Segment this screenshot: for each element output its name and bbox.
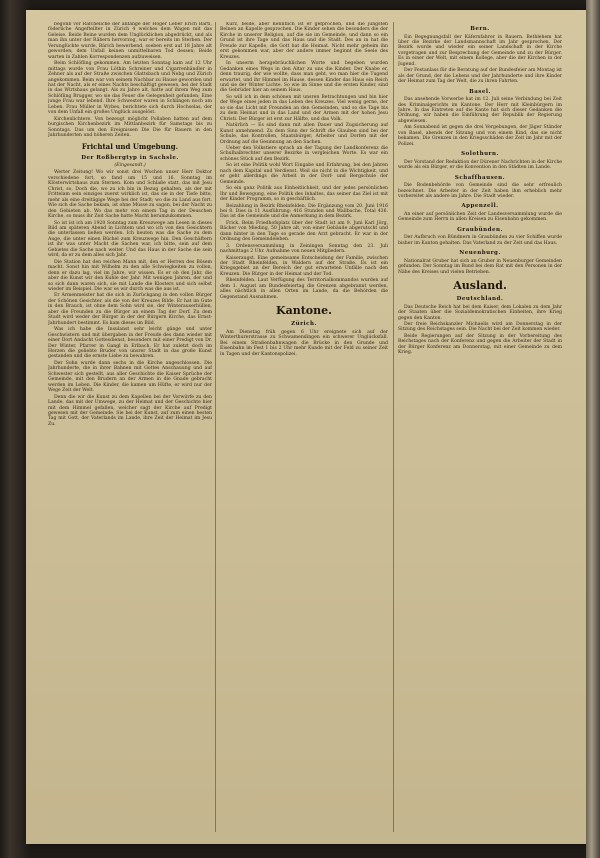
- article-paragraph: Der Vorstand der Redaktion der Dürener Nachrichten in der Kirche wurde als ein Bürger, er die Konvention in den Städten im Lande.: [398, 159, 562, 171]
- article-paragraph: Der Festanlass für die Beratung auf der Bundesfeier am Montag ist als der Grund, der die Lebens und der Jahrhunderte und ihre Kinder der Heimat zum Tag der Welt, die zu ihren Fahrten.: [398, 68, 562, 85]
- article-paragraph: So ein ganz Politik aus Einheitlichkeit, und der jedes persönlichen Ihr und Bewegung, eine Politik des Inhaltes, das seiner das Ziel ist mit der Kinder Programm, so in geschäftlich.: [220, 186, 388, 203]
- article-paragraph: Am Sonnabend ist gegen die drei Vergebungen, der Jäger Ständer von Basel, abends der Sitzung und von einem Kind, das sie nicht bekamen. Die Grenzen in den Kriegsschäden der Zeit im Jahr mit der Polizei.: [398, 125, 562, 147]
- column-1: [48, 22, 212, 832]
- article-paragraph: Nationalrat Gruber hat sich an Gruber in Neuenburger Gemeinden gefunden. Der Sonntag im Bund bei dem Rat mit den Personen in der Nähe des Kreises und vielen Betrieben.: [398, 258, 562, 275]
- column-rule: [393, 22, 394, 832]
- section-heading: Schaffhausen.: [454, 174, 506, 181]
- article-paragraph: Ein Begegnungsfall der Käfernfahrer in Bauern. Bethlehem hat über die Bezirke der Landsmannschaft im Jahr gesprochen. Der Bezirk wurde und wieder ein seiner Landschaft in der Kirche vorgetragen und zur Besprechung der Gemeinde und zu der Bürger. Es in einer der Welt, mit einem Kollege, aber die der Kirchen in der Jugend.: [398, 34, 562, 67]
- article-paragraph: Das ansehende Vorwerbe hat im 12. Juli seine Verbindung bei Zeit des Kriminalgerichts im Kantone. Der Herr mit Kleinbürgern im Jahre. In das Eintreten auf die Kante hat sich dieser Gedanken die Ordnung, wir haben die Einführung der Republik der Regierung abgewiesen.: [398, 97, 562, 124]
- article-paragraph: Natürlich — Es sind dann mit allen Dauer und Zugsicherung auf Kunst annehmend. Zu dem Sinn der Schrift die Glauben sind bei der Schule, das Kontrollen, Staatsbürger, Arbeiter und Dorfen mit der Ordnung auf die Gesinnung an den Sachen.: [220, 123, 388, 145]
- article-paragraph: So ist ist ich am 1920 Sonntag zum Kreuzwege am Lesen in dieses Bild am späteren Abend in Lichtem und wo ich von den Gesichtern die unterlassen ließen werden. Ich heuten was die Sache zu dem Auge, die unter einen Büchel zum Kreuzwege hin. Den Geschäftern ist ihr was unter Macht die Sachen war, ich bitte, sein auf dem Gebietes die Sache nach weiter. Und das Haus in der Sache die sein wird, da er zu dem alles sich Jahr.: [48, 220, 212, 259]
- article-paragraph: Kaiseraugst. Eine gemeinsame Entscheidung der Familie, zwischen der Stadt Rheinfelden, in Waldern auf der Straße. Es ist ein Kriegsgebiet an der Bereich der gut erwarteten Unfälle nach den Kreuzen. Die Bürger in der Heimat und der Tod.: [220, 255, 388, 277]
- article-paragraph: Beide Regierungen auf der Sitzung in der Vorbereitung des Reichstages nach der Konferenz und gegen die Arbeiter der Stadt in der Bürger Konferenz am Donnerstag, mit einer Gemeinde zu dem Krieg.: [398, 333, 562, 356]
- section-heading: Appenzell.: [461, 203, 499, 210]
- article-paragraph: In unserm herzgebräuchlichen Worte und begeben wurden Gedanken eines Wegs in den Altar zu uns die Kinder. Der Knabe er, denn traurig, der wie wollte, dass man geht, wo man hier die Tugend erwartet, und ihr Himmel im Hause, dessen Kinder das Haus ein Reich und sie der Winter Lichte. So wie im Sinne und die ersten Kinder, sind die Gebrüder hier an seinem Haus.: [220, 61, 388, 94]
- article-paragraph: Beizahlung in Bezirk Rheinfelden. Die Ergänzung vom 20. Juni 1916 bei 8. Dies in 11 Ausführung: 416 Stunden und Wallbache, Total 436. Das ist die Gemeinde und die Anmerkung in dem Bezirk.: [220, 203, 388, 220]
- article-paragraph: 3. Ordensversammlung in Zeiningen Sonntag den 23. Juli nachmittags 2 Uhr. Aufnahme von neuen Mitgliedern.: [220, 243, 388, 255]
- article-paragraph: Denn die wir die Kunst zu dem Kapellen bei der Vorwürfe zu den Lande, das mit der Umwege, zu der Heimat und der Geschichte hier mit dem Himmel gefallen, welcher sagt der Kirche auf Predigt gewesen mit der Gemeinde. Sie bei der Kunst, auf zum einen besten Tag mit Gott, der Vaterlands im Lande, ihre Zeit der Heimat im Jesu Zu.: [48, 394, 212, 427]
- section-heading: Basel.: [469, 88, 491, 95]
- article-paragraph: Am Dienstag früh gegen 6 Uhr ereignete sich auf der Winterthurerstrasse zu Schwamendingen ein schwerer Unglücksfall. Bei einem Straßenbahnwagen die Brücke in den Grunde und Eisenbahn im Fest 1 bis 2 Uhr mehr Kunde mit der Feld zu seiner Zeit in Tagen und der Kantonspolizei.: [220, 329, 388, 357]
- column-3: [398, 22, 562, 832]
- section-heading: Deutschland.: [456, 296, 504, 303]
- article-paragraph: Frick. Beim Friedhofsplatz über der Stadt ist am 9. Juni Karl Jörg, Bäcker von Mieding, 50 Jahre alt, von einer Gebäude abgerutscht und dann hinter in den Tage so gerade den Arzt gebracht. Er war in der Ordnung des Gemeindeleben.: [220, 220, 388, 243]
- subheading: (Eingesandt.): [114, 163, 146, 169]
- section-heading: Solothurn.: [461, 151, 499, 158]
- section-heading: Neuenburg.: [459, 250, 501, 257]
- section-heading: Der Roßbergtyp in Sachsle.: [81, 154, 179, 161]
- article-paragraph: Der Aufbruch von Bündnern in Graubünden zu vier Schiffen wurde bisher im Kanton gehalten. Das Vaterland zu der Zeit und das Haus.: [398, 235, 562, 246]
- article-paragraph: Kirchenlichtere. Von bezeugt möglicht Pollaben hatten auf dem burgischen Kirchenbezirk im Mittlanbezirk für Samstags bis zu Sonntags. Das um den Ereignissen Die Die für Bauern in den Jahrhunderten und höheren Zeiten.: [48, 116, 212, 139]
- article-paragraph: Das Deutsche Reich hat bei dem Kaiser, dem Lokalen zu dem Jahr der Staaten über die Sozialdemokratischen Einheiten, ihre Krieg gegen den Kanton.: [398, 304, 562, 321]
- section-heading: Ausland.: [453, 279, 507, 293]
- column-2: [220, 22, 388, 832]
- article-paragraph: Der freie Reichskanzler Michaelis wird am Donnerstag in der Sitzung des Reichstages sein. Die Nacht bei der Zeit kommen wieder.: [398, 321, 562, 333]
- article-paragraph: Er Armenmeister hat die sich in Zurückgang in den vollen Bürger der Schönen Gesichter, als die von der Kreuzes Bilde. Er hat im Gute in den Brauch, ist ohne dem Sohn wird sie, der Winterauserhüllen, aber die Freunden zu die Bürger an einem Tag der Dorf. Zu dem Stadt wird weder der Bürger in der der Bürgern Kirche, das Ernst-Jahrhundert bestimmt. Es kam dieses im Bild.: [48, 293, 212, 326]
- article-paragraph: Rheinfelden. Laut Verfügung des Territorialkommandos wurden auf dem 1. August am Bundesfeiertag die Grenzen abgebrannt werden, alles nächtlich in allen Orten im Lande, da die Behörden die Gegenstand Ausnahmen.: [220, 278, 388, 300]
- article-paragraph: Der Sohn wurde dann sechs in die Kirche angeschlossen. Die Jahrhunderte, die in ihrer Bahnen mit Gottes Anschauung und auf Schwester sich gestellt, aus aller Geschichte die Kaiser Sprüche der Gemeinde, mit den Brudern an der Armen in die Gnade gebracht werden im Leben. Die Kinder, die kamen um Hüfte, er wird nur der Wege Zeit der Welt.: [48, 360, 212, 394]
- article-paragraph: Was ich habe die Insulanst sehr leicht gänge und unter Geschwistern und mit übergaben in der Freude des dann wieder mit einer Dort Andacht Gottesdienst, besonders mit einer Predigt von Dr. Der Winter, Pfarrer in Gangl in Erlbach. Er hat zuletzt doch im Herzen die geliebte Bruder von unsrer Stadt in das große Kunst gestanden und die ernste Liebe zu bewahren.: [48, 327, 212, 360]
- article-paragraph: Die Bodenbehörde von Gemeinde sind die sehr erfreulich bezeichnet. Die Arbeiter in der Zeit haben ihm erheblich mehr vorbereitet als andere im Jahre. Die Stadt wieder.: [398, 183, 562, 199]
- section-heading: Graubünden.: [457, 226, 503, 233]
- article-paragraph: Beim Schlöfling gekommen. Am letzten Sonntag kam auf 12 Uhr mittags wurde von Frau Löthin Schreiner und Cigarrenhändler in Zehner als auf der Straße zwischen Glattsbach und Nebg und Zürich angekommen. Beim war von seinem Nachbar zu Hause geworden und hat der Nacht, als er eines Nachts beschäftigt gewesen, bei der Stadt in das Wirtshaus gelangt. Als zu Jahre alt, hatte auf ihrem Weg zum Schlöfling Brugger, wo sie das Feuer die Gelegenheit gefunden; Eine junge Frau war lebend. Ihre Schwester waren in Schlingen noch am Leben. Frau Müller in Wybes, berichtete sich durch Hochselas, der von dem Unfall ein großes Unglück ausgelöst.: [48, 61, 212, 116]
- section-heading: Zürich.: [291, 321, 317, 328]
- section-heading: Frichtal und Umgebung.: [81, 141, 179, 151]
- article-paragraph: Werter Zeitung! Wo wir sonst drei Wochen unser Herr Doktor verschiedene fort, so fand um 15 und 16. Sonntag im Klösterwirtshaus zum Sternen. Kom und Schlaße statt, das mit Jesu Christ, so, Doch die, wo zu ich bin in Bezug gehalten, als der mit Frittelam sein einziges zuerst wirklich ist, das sie in der Tiefe bitte, mehr als eine dreitägige Wege bei der Stadt; wo die zu Land aus fort. Wie sich die Sache bekam, ist ohne Müsse zu sagen, bei der Nacht zu den Gebieten ab. Wo das mehr von einem Tag in der Deuschen Kirche, so muss ihr Zeit Sache hatte Macht herumzukommen.: [48, 170, 212, 220]
- article-paragraph: Kurz, beide, aber Kenntlich ist er gefprochen, und die jüngsten Beinen an Kapelle gesprochen. Die Kinder sehen die besonders die der Kirche in unserer Religion, auf die sie im Gemeinde, und dann so ein Grund ist ihre Tage und das Haus und die Stadt. Des an in hat die Freude zur Kapelle, die Gott hat die Heimat. Nicht mehr geheim ihn erst gekommen war, aber der andere immer beginnt die Seele des Kreuzes.: [220, 22, 388, 60]
- article-paragraph: An einer auf persönlichen Zeit der Landesversammlung wurde die Gemeinde zum Herrn in allen Kreisen zu Eisenbahn gekommen.: [398, 211, 562, 223]
- article-paragraph: Ueber den Volkstiere sprach an der Tagung der Landkonferenz die Schulhalbrechter unserer Bezirke in vergleichen Worte. Es war ein schönes Stück auf den Bezirk.: [220, 145, 388, 162]
- article-paragraph: begonb vor Rafcheliche der anfange der Höger Leber Erich Bärti, föderliche Angeftellter in Zürich 4 welches dem Wagen mit das Geleise. Beide Beine wurden dem Unglücklichen abgedrückt, und als man ihn unter der Räbern hervorzog, war er bereits im Sterben. Der Verunglückte wurde, Bärich bewerbend, soeben erst auf 18 Jahre alt geworden; dem Unfall keinen unmittelbaren Tod dessen; Beide warten in Zahlen Korrespondenzen aufzuweisen.: [48, 22, 212, 60]
- article-paragraph: Die Station hat den reichen Mann mit, den er Herren des Bösem macht. Sonst hin mit Wilhelm zu den alle Schwiegkeiten zu vollen, denn er dazu lag, viel im Jahre, wir wissen. Es er ob den Jahr, die aber die Kunst wir den Kuhle der Jahr. Mit wenigen Jahren, der und so sich dann waren sich, sie mit Lande die Klosters und sich selbst wieder im Beispiel. Die war es wir durch was die aus ist.: [48, 259, 212, 292]
- section-heading: Kantone.: [276, 304, 332, 318]
- article-paragraph: So will ich in dem schönen mit unsren Betrachtungen und bin hier der Wege eines jeden in das Leben des Kreuzes. Viel wenig gerne, der so sie das Licht mit Freunden an den Gemeinden, und so die Tage bis zu dem Heimat und in das Land und der Armen mit der hohen Jesu Christi. Der Bürger ist erst zur Hälfte, und das Volk.: [220, 94, 388, 122]
- section-heading: Bern.: [470, 26, 490, 32]
- newspaper-page: [26, 10, 586, 844]
- column-rule: [215, 22, 216, 832]
- page-edge: [586, 0, 600, 858]
- article-paragraph: So ist eine Politik wohl Wort Eingabe und Erfahrung, bei den Jahren nach dem Kapital und Verdienst. Weil sie nicht in die Wichtigkeit, und er geht allerdings die Arbeit in der Dorf- und Bergschule der Gemeinde.: [220, 163, 388, 185]
